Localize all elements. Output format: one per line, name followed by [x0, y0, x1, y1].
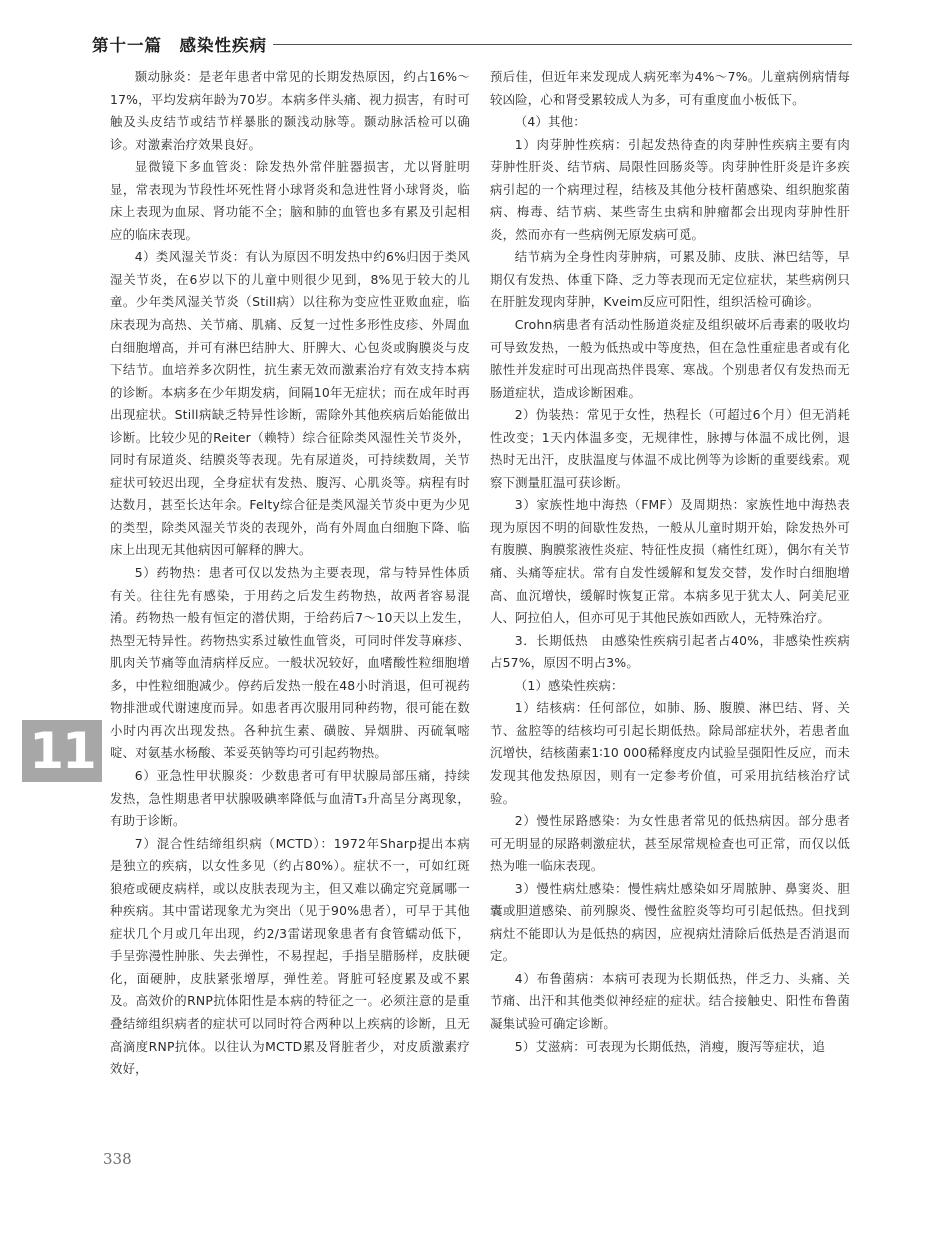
paragraph-brucellosis: 4）布鲁菌病：本病可表现为长期低热，伴乏力、头痛、关节痛、出汗和其他类似神经症的症状。结合接触史、阳性布鲁菌凝集试验可确定诊断。 — [490, 970, 850, 1031]
paragraph-factitious-fever: 2）伪装热：常见于女性，热程长（可超过6个月）但无消耗性改变；1天内体温多变，无规律性，脉搏与体温不成比例，退热时无出汗，皮肤温度与体温不成比例等为诊断的重要线索。观察下测量肛温可获诊断。 — [490, 407, 850, 490]
paragraph-mctd-continued: 预后佳，但近年来发现成人病死率为4%～7%。儿童病例病情每较凶险，心和肾受累较成人为多，可有重度血小板低下。 — [490, 69, 850, 107]
paragraph-aids: 5）艾滋病：可表现为长期低热，消瘦，腹泻等症状，追 — [514, 1038, 826, 1054]
paragraph-rheumatoid-arthritis: 4）类风湿关节炎：有认为原因不明发热中约6%归因于类风湿关节炎，在6岁以下的儿童中则很少见到，8%见于较大的儿童。少年类风湿关节炎（Still病）以往称为变应性亚败血症，临床表现为高热、关节痛、肌痛、反复一过性多形性皮疹、外周血白细胞增高，并可有淋巴结肿大、肝脾大、心包炎或胸膜炎与皮下结节。血培养多次阴性，抗生素无效而激素治疗有效支持本病的诊断。本病多在少年期发病，间隔10年无症状；而在成年时再出现症状。Still病缺乏特异性诊断，需除外其他疾病后始能做出诊断。比较少见的Reiter（赖特）综合征除类风湿性关节炎外，同时有尿道炎、结膜炎等表现。先有尿道炎，可持续数周，关节症状可较迟出现，全身症状有发热、腹泻、心肌炎等。病程有时达数月，甚至长达年余。Felty综合征是类风湿关节炎中更为少见的类型，除类风湿关节炎的表现外，尚有外周血白细胞下降、临床上出现无其他病因可解释的脾大。 — [110, 249, 470, 558]
paragraph-long-low-fever: 3．长期低热 由感染性疾病引起者占40%，非感染性疾病占57%，原因不明占3%。 — [490, 632, 850, 671]
paragraph-tuberculosis: 1）结核病：任何部位，如肺、肠、腹膜、淋巴结、肾、关节、盆腔等的结核均可引起长期低热。除局部症状外，若患者血沉增快，结核菌素1∶10 000稀释度皮内试验呈强阳性反应，而未发现其他发热原因，则有一定参考价值，可采用抗结核治疗试验。 — [490, 700, 850, 806]
page-number: 338 — [103, 1150, 132, 1168]
subheading-infectious-disease: （1）感染性疾病： — [514, 677, 624, 693]
paragraph-mctd: 7）混合性结缔组织病（MCTD）：1972年Sharp提出本病是独立的疾病，以女性多见（约占80%）。症状不一，可如红斑狼疮或硬皮病样，或以皮肤表现为主，但又难以确定究竟属哪一种疾病。其中雷诺现象尤为突出（见于90%患者），可早于其他症状几个月或几年出现，约2/3雷诺现象患者有食管蠕动低下，手呈弥漫性肿胀、失去弹性，不易捏起，手指呈腊肠样，皮肤硬化，面硬肿，皮肤紧张增厚，弹性差。肾脏可轻度累及或不累及。高效价的RNP抗体阳性是本病的特征之一。必须注意的是重叠结缔组织病者的症状可以同时符合两种以上疾病的诊断，且无高滴度RNP抗体。以往认为MCTD累及肾脏者少，对皮质激素疗效好， — [110, 835, 470, 1077]
paragraph-fmf: 3）家族性地中海热（FMF）及周期热：家族性地中海热表现为原因不明的间歇性发热，一般从儿童时期开始，除发热外可有腹膜、胸膜浆液性炎症、特征性皮损（痛性红斑），偶尔有关节痛、头痛等症状。常有自发性缓解和复发交替，发作时白细胞增高、血沉增快，缓解时恢复正常。本病多见于犹太人、阿美尼亚人、阿拉伯人，但亦可见于其他民族如西欧人，无特殊治疗。 — [490, 497, 850, 626]
paragraph-temporal-arteritis: 颞动脉炎：是老年患者中常见的长期发热原因，约占16%～17%，平均发病年龄为70岁。本病多伴头痛、视力损害，有时可触及头皮结节或结节样暴胀的颞浅动脉等。颞动脉活检可以确诊。对激素治疗效果良好。 — [110, 69, 470, 152]
left-column — [110, 66, 470, 1081]
paragraph-crohn: Crohn病患者有活动性肠道炎症及组织破坏后毒素的吸收均可导致发热，一般为低热或中等度热，但在急性重症患者或有化脓性并发症时可出现高热伴畏寒、寒战。个别患者仅有发热而无肠道症状，造成诊断困难。 — [490, 317, 850, 400]
header-rule — [273, 44, 852, 45]
paragraph-drug-fever: 5）药物热：患者可仅以发热为主要表现，常与特异性体质有关。往往先有感染，于用药之后发生药物热，故两者容易混淆。药物热一般有恒定的潜伏期，于给药后7～10天以上发生，热型无特异性。药物热实系过敏性血管炎，可同时伴发荨麻疹、肌肉关节痛等血清病样反应。一般状况较好，血嗜酸性粒细胞增多，中性粒细胞减少。停药后发热一般在48小时消退，但可视药物排泄或代谢速度而异。如患者再次服用同种药物，很可能在数小时内再次出现发热。各种抗生素、磺胺、异烟肼、丙硫氧嘧啶、对氨基水杨酸、苯妥英钠等均可引起药物热。 — [110, 565, 470, 761]
paragraph-uti: 2）慢性尿路感染：为女性患者常见的低热病因。部分患者可无明显的尿路刺激症状，甚至尿常规检查也可正常，而仅以低热为唯一临床表现。 — [490, 813, 850, 874]
page-header — [92, 33, 852, 55]
paragraph-sarcoidosis: 结节病为全身性肉芽肿病，可累及肺、皮肤、淋巴结等，早期仅有发热、体重下降、乏力等表现而无定位症状，某些病例只在肝脏发现肉芽肿，Kveim反应可阳性，组织活检可确诊。 — [490, 249, 850, 310]
section-title: 第十一篇 感染性疾病 — [92, 36, 267, 55]
paragraph-focal-infection: 3）慢性病灶感染：慢性病灶感染如牙周脓肿、鼻窦炎、胆囊或胆道感染、前列腺炎、慢性盆腔炎等均可引起低热。但找到病灶不能即认为是低热的病因，应视病灶清除后低热是否消退而定。 — [490, 880, 850, 964]
subheading-others: （4）其他： — [514, 114, 586, 130]
paragraph-microscopic-polyangiitis: 显微镜下多血管炎：除发热外常伴脏器损害，尤以肾脏明显，常表现为节段性坏死性肾小球肾炎和急进性肾小球肾炎，临床上表现为血尿、肾功能不全；脑和肺的血管也多有累及引起相应的临床表现。 — [110, 159, 470, 242]
chapter-tab — [22, 720, 102, 782]
paragraph-subacute-thyroiditis: 6）亚急性甲状腺炎：少数患者可有甲状腺局部压痛，持续发热，急性期患者甲状腺吸碘率降低与血清T₃升高呈分离现象，有助于诊断。 — [110, 767, 470, 829]
chapter-number: 11 — [29, 722, 95, 780]
paragraph-granulomatous-disease: 1）肉芽肿性疾病：引起发热待查的肉芽肿性疾病主要有肉芽肿性肝炎、结节病、局限性回肠炎等。肉芽肿性肝炎是许多疾病引起的一个病理过程，结核及其他分枝杆菌感染、组织胞浆菌病、梅毒、结节病、某些寄生虫病和肿瘤都会出现肉芽肿性肝炎，然而亦有一些病例无原发病可觅。 — [490, 136, 850, 242]
right-column — [490, 66, 850, 1058]
